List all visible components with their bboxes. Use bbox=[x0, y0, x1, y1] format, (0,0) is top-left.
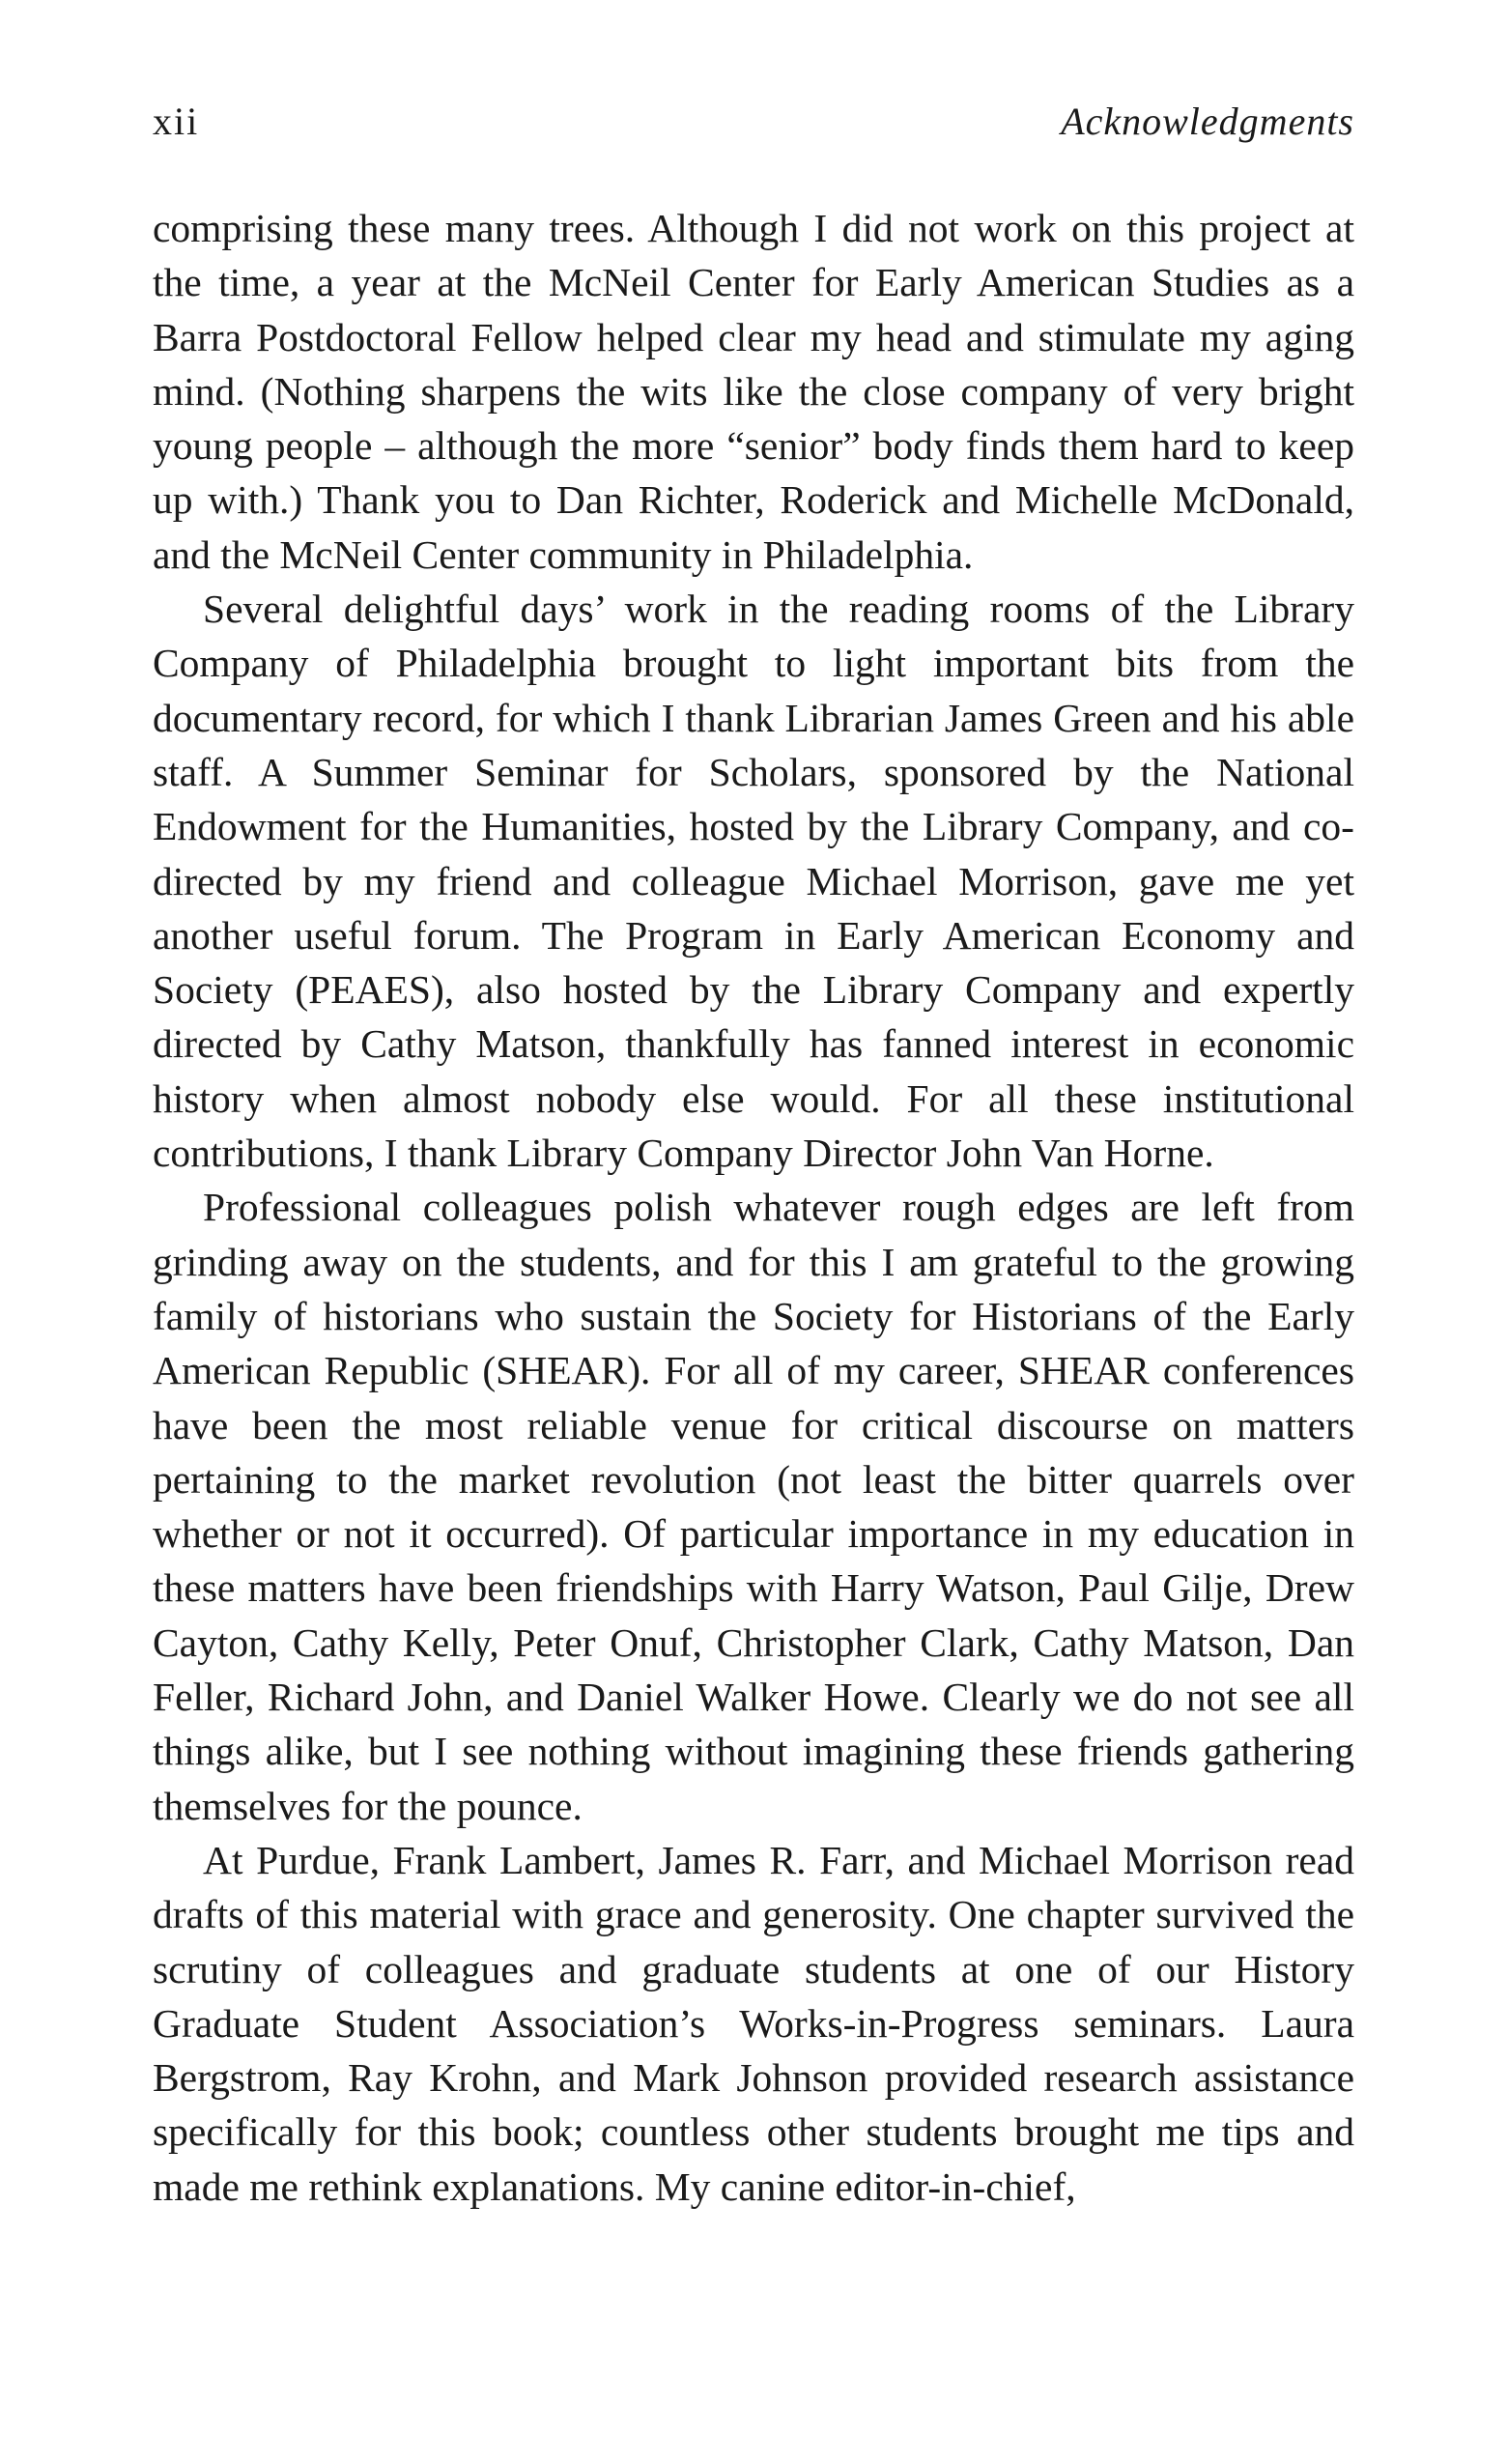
paragraph-purdue: At Purdue, Frank Lambert, James R. Farr, and Michael Morrison read drafts of this material with grace and generosity. One chapter survived the scrutiny of colleagues and graduate students at one of our History Graduate Student Association’s Works-in-Progress seminars. Laura Bergstrom, Ray Krohn, and Mark Johnson provided research assistance specifically for this book; countless other students brought me tips and made me rethink explanations. My canine editor-in-chief, bbox=[153, 1837, 1354, 2209]
page-number: xii bbox=[153, 100, 200, 143]
section-title: Acknowledgments bbox=[1061, 100, 1354, 143]
paragraph-professional-colleagues: Professional colleagues polish whatever rough edges are left from grinding away on the students, and for this I am grateful to the growing family of historians who sustain the Society for Historians of the Early American Republic (SHEAR). For all of my career, SHEAR conferences have been the most reliable venue for critical discourse on matters pertaining to the market revolution (not least the bitter quarrels over whether or not it occurred). Of particular importance in my education in these matters have been friendships with Harry Watson, Paul Gilje, Drew Cayton, Cathy Kelly, Peter Onuf, Christopher Clark, Cathy Matson, Dan Feller, Richard John, and Daniel Walker Howe. Clearly we do not see all things alike, but I see nothing without imagining these friends gathering themselves for the pounce. bbox=[153, 1185, 1354, 1828]
paragraph-continued: comprising these many trees. Although I did not work on this project at the time, a year at the McNeil Center for Early American Studies as a Barra Postdoctoral Fellow helped clear my head and stimulate my aging mind. (Nothing sharpens the wits like the close company of very bright young people – although the more “senior” body finds them hard to keep up with.) Thank you to Dan Richter, Roderick and Michelle McDonald, and the McNeil Center community in Philadelphia. bbox=[153, 206, 1354, 577]
body-text bbox=[153, 201, 1354, 2214]
paragraph-library-company: Several delightful days’ work in the reading rooms of the Library Company of Philadelphia brought to light important bits from the documentary record, for which I thank Librarian James Green and his able staff. A Summer Seminar for Scholars, sponsored by the National Endowment for the Humanities, hosted by the Library Company, and co-directed by my friend and colleague Michael Morrison, gave me yet another useful forum. The Program in Early American Economy and Society (PEAES), also hosted by the Library Company and expertly directed by Cathy Matson, thankfully has fanned interest in economic history when almost nobody else would. For all these institutional contributions, I thank Library Company Director John Van Horne. bbox=[153, 587, 1354, 1176]
running-head bbox=[153, 95, 1354, 149]
